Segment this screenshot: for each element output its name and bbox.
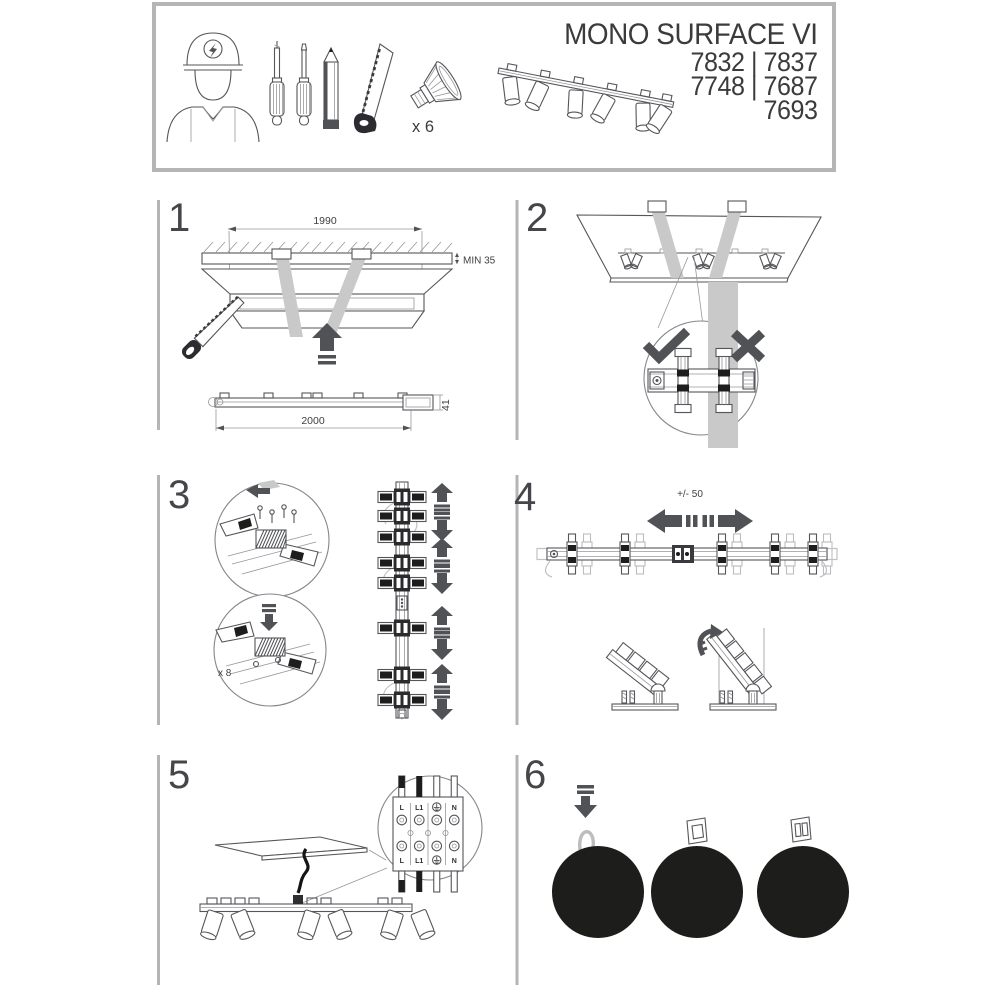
terminal-l-bottom-label: L <box>399 858 404 865</box>
step-1-number: 1 <box>168 196 191 240</box>
tilt-diagram-right <box>707 626 776 710</box>
header-panel <box>152 2 836 172</box>
step-3-number: 3 <box>168 473 191 517</box>
cable-connector <box>293 895 303 904</box>
cover-disc-3 <box>757 846 849 938</box>
terminal-l1-bottom-label: L1 <box>415 858 424 865</box>
product-models-line3: 7693 <box>763 95 818 125</box>
step-1-panel <box>150 185 505 455</box>
saw-cutting-icon <box>179 295 245 361</box>
cover-disc-2 <box>651 846 743 938</box>
step-3-panel <box>150 460 505 740</box>
product-models-line1: 7832 | 7837 <box>690 47 818 77</box>
step-5-panel <box>150 740 505 998</box>
screws-count-label: x 8 <box>218 668 232 679</box>
product-title: MONO SURFACE VI <box>564 18 818 51</box>
track-height-label: 41 <box>440 399 452 411</box>
product-title-block <box>545 18 818 125</box>
cutout-width-label: 1990 <box>313 215 337 227</box>
spot-heads <box>200 909 436 941</box>
electrician-worker-icon <box>167 33 259 142</box>
clip-heads <box>207 898 402 904</box>
cover-disc-1 <box>552 846 644 938</box>
phillips-screwdriver-icon <box>270 41 284 125</box>
step-2-number: 2 <box>526 196 549 240</box>
press-down-arrow-icon <box>574 785 597 818</box>
double-switch-icon <box>791 817 811 842</box>
adjust-arrows-column <box>431 483 453 720</box>
terminal-l-top-label: L <box>399 805 404 812</box>
step-6-number: 6 <box>524 753 547 797</box>
min-depth-label: MIN 35 <box>463 255 496 267</box>
track-length-label: 2000 <box>301 415 325 427</box>
handsaw-icon <box>354 44 393 133</box>
step-4-number: 4 <box>514 475 537 519</box>
step-2-panel <box>500 185 850 455</box>
pencil-icon <box>323 48 339 129</box>
bulb-count-label: x 6 <box>412 118 435 136</box>
gu10-bulb-icon <box>403 59 465 120</box>
flat-screwdriver-icon <box>297 44 311 125</box>
slide-range-label: +/- 50 <box>677 489 703 500</box>
step-6-panel <box>500 740 860 998</box>
step-4-panel <box>500 460 850 740</box>
left-right-arrows-icon <box>647 509 753 533</box>
terminal-n-bottom-label: N <box>451 858 457 865</box>
product-models-line2: 7748 | 7687 <box>690 71 818 101</box>
single-switch-icon <box>687 818 707 844</box>
step-5-number: 5 <box>168 753 191 797</box>
tilt-diagram-left <box>606 640 678 710</box>
terminal-l1-top-label: L1 <box>415 805 424 812</box>
terminal-n-top-label: N <box>451 805 457 812</box>
